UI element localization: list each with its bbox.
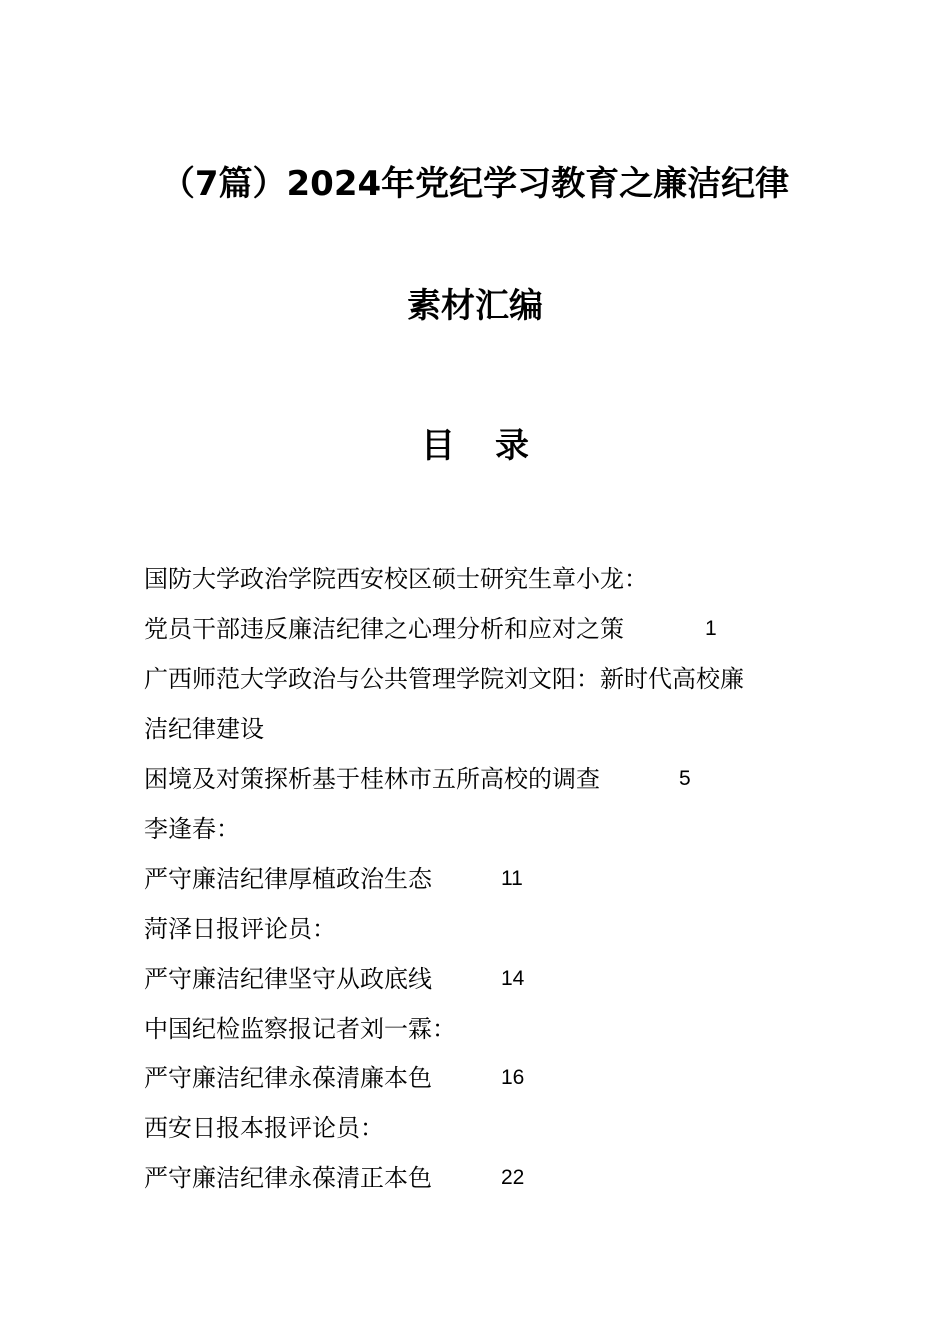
toc-entry-text: 严守廉洁纪律厚植政治生态 [144, 865, 432, 893]
toc-page-number: 11 [501, 867, 523, 890]
toc-entry-text: 菏泽日报评论员： [144, 915, 336, 943]
toc-entry-text: 中国纪检监察报记者刘一霖： [144, 1015, 456, 1043]
toc-heading [0, 418, 950, 467]
document-title-line-2: 素材汇编 [407, 286, 543, 326]
toc-entry-text: 严守廉洁纪律永葆清正本色 [144, 1164, 432, 1192]
toc-heading-right: 录 [495, 426, 529, 466]
toc-page-number: 16 [501, 1066, 525, 1089]
toc-page-number: 1 [705, 617, 717, 640]
toc-entry-text: 严守廉洁纪律坚守从政底线 [144, 965, 432, 993]
toc-entry-text: 严守廉洁纪律永葆清廉本色 [144, 1064, 432, 1092]
toc-heading-left: 目 [421, 426, 455, 466]
toc-entry-text: 国防大学政治学院西安校区硕士研究生章小龙： [144, 565, 648, 593]
toc-entry-text: 西安日报本报评论员： [144, 1114, 384, 1142]
toc-page-number: 22 [501, 1166, 525, 1189]
toc-entry-text: 洁纪律建设 [144, 715, 264, 743]
toc-entry-text: 党员干部违反廉洁纪律之心理分析和应对之策 [144, 615, 624, 643]
document-title-line-1: （7篇）2024年党纪学习教育之廉洁纪律 [160, 164, 790, 204]
toc-page-number: 14 [501, 967, 525, 990]
toc-entry-text: 广西师范大学政治与公共管理学院刘文阳：新时代高校廉 [144, 665, 744, 693]
toc-entry-text: 困境及对策探析基于桂林市五所高校的调查 [144, 765, 600, 793]
toc-entry-text: 李逢春： [144, 815, 240, 843]
toc-page-number: 5 [679, 767, 691, 790]
